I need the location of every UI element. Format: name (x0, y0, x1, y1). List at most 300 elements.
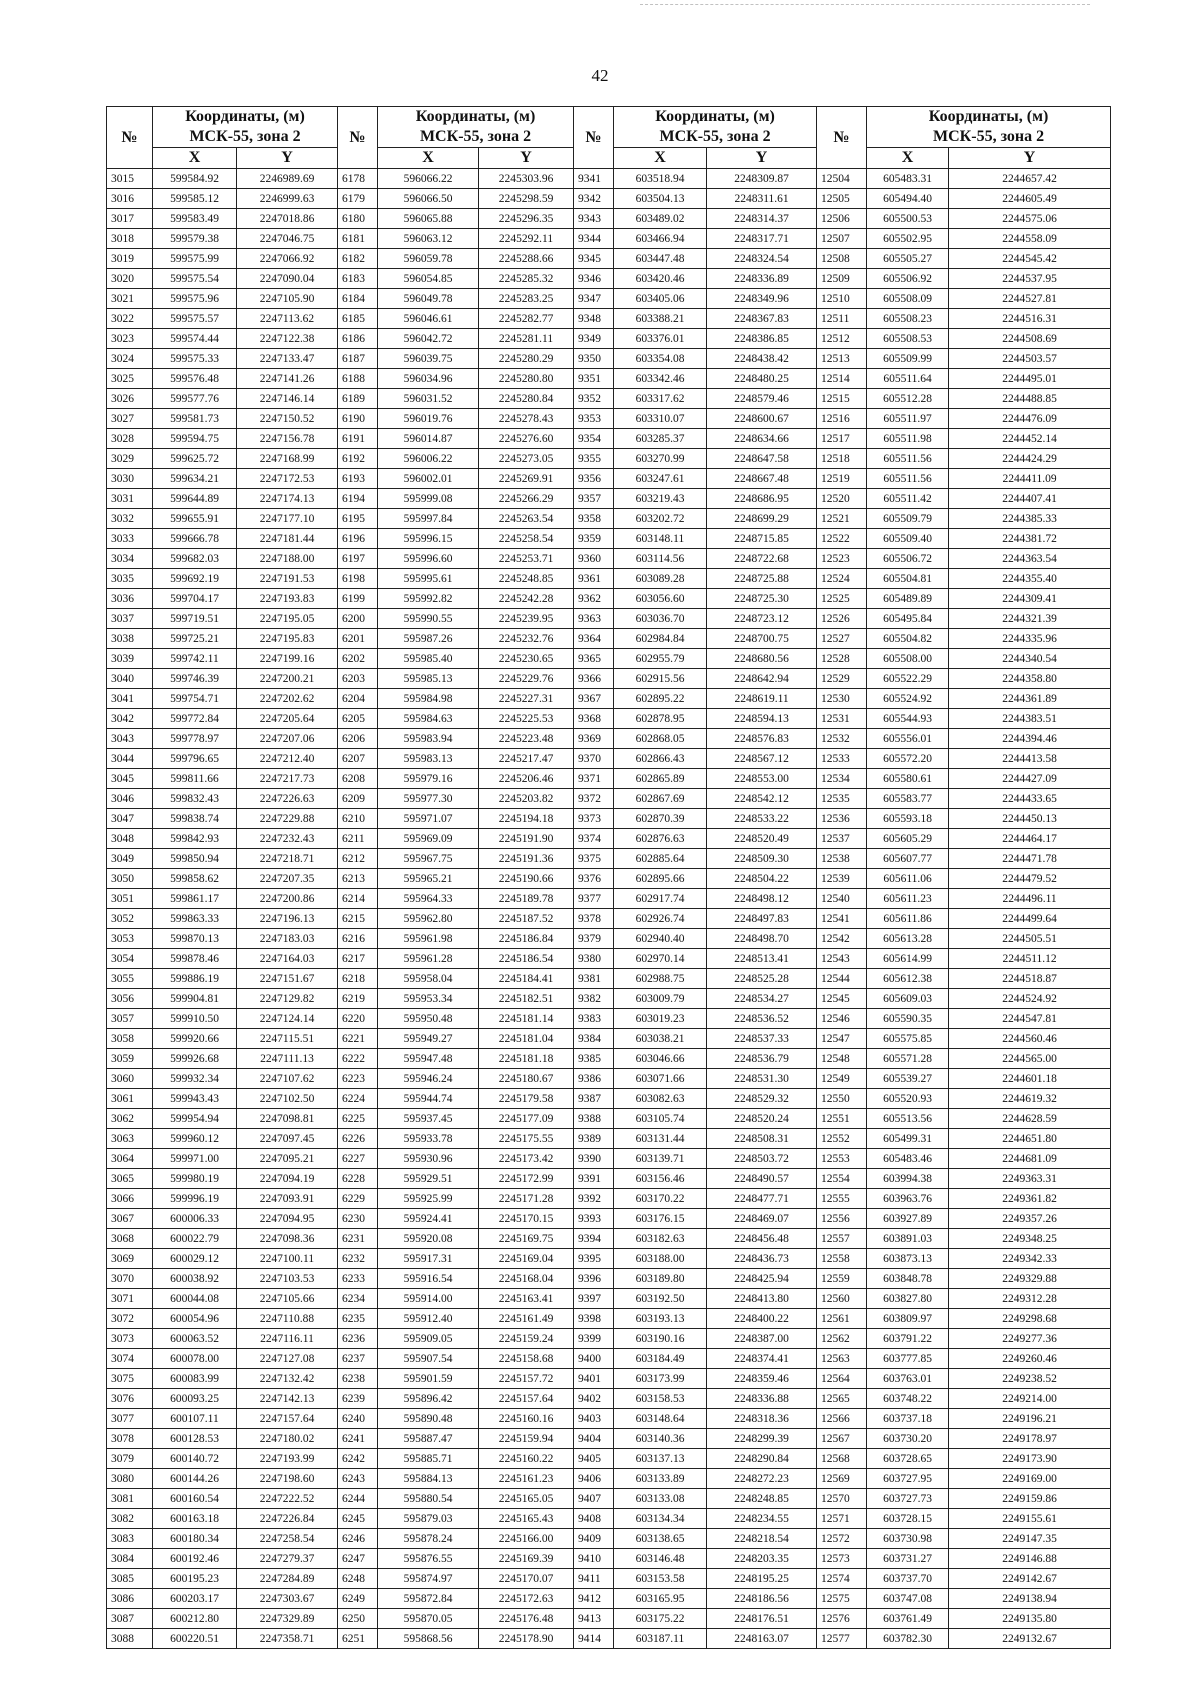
coord-x-cell: 596042.72 (378, 329, 479, 349)
point-number-cell: 12543 (817, 949, 867, 969)
coord-y-cell: 2245206.46 (479, 769, 574, 789)
point-number-cell: 12542 (817, 929, 867, 949)
coord-x-cell: 603134.34 (614, 1509, 707, 1529)
coord-x-cell: 595884.13 (378, 1469, 479, 1489)
point-number-cell: 3037 (107, 609, 153, 629)
point-number-cell: 9361 (574, 569, 614, 589)
coord-x-cell: 599583.49 (153, 209, 237, 229)
coord-y-cell: 2249147.35 (949, 1529, 1111, 1549)
point-number-cell: 3071 (107, 1289, 153, 1309)
point-number-cell: 9386 (574, 1069, 614, 1089)
point-number-cell: 12531 (817, 709, 867, 729)
point-number-cell: 12513 (817, 349, 867, 369)
point-number-cell: 12530 (817, 689, 867, 709)
coord-y-cell: 2245177.09 (479, 1109, 574, 1129)
point-number-cell: 12544 (817, 969, 867, 989)
coord-y-cell: 2245159.24 (479, 1329, 574, 1349)
coord-x-cell: 603187.11 (614, 1629, 707, 1649)
coord-x-cell: 602878.95 (614, 709, 707, 729)
coord-y-cell: 2245175.55 (479, 1129, 574, 1149)
coord-y-cell: 2244503.57 (949, 349, 1111, 369)
coord-y-cell: 2249146.88 (949, 1549, 1111, 1569)
point-number-cell: 6234 (338, 1289, 378, 1309)
coord-y-cell: 2248218.54 (707, 1529, 817, 1549)
table-row (107, 949, 1111, 969)
coord-y-cell: 2244383.51 (949, 709, 1111, 729)
coord-x-cell: 603170.22 (614, 1189, 707, 1209)
point-number-cell: 12532 (817, 729, 867, 749)
coord-y-cell: 2247177.10 (237, 509, 338, 529)
coord-y-cell: 2245282.77 (479, 309, 574, 329)
coord-y-cell: 2248647.58 (707, 449, 817, 469)
point-number-cell: 12511 (817, 309, 867, 329)
coord-y-cell: 2248490.57 (707, 1169, 817, 1189)
coord-x-cell: 603504.13 (614, 189, 707, 209)
point-number-cell: 6222 (338, 1049, 378, 1069)
coord-x-cell: 603184.49 (614, 1349, 707, 1369)
coord-y-cell: 2244516.31 (949, 309, 1111, 329)
coord-x-cell: 605539.27 (867, 1069, 949, 1089)
coord-x-cell: 602940.40 (614, 929, 707, 949)
coord-x-cell: 603176.15 (614, 1209, 707, 1229)
coord-x-cell: 603105.74 (614, 1109, 707, 1129)
coord-x-cell: 603489.02 (614, 209, 707, 229)
coord-y-cell: 2244452.14 (949, 429, 1111, 449)
point-number-cell: 6201 (338, 629, 378, 649)
coord-y-cell: 2248700.75 (707, 629, 817, 649)
point-number-cell: 9342 (574, 189, 614, 209)
point-number-cell: 9407 (574, 1489, 614, 1509)
table-row (107, 769, 1111, 789)
point-number-cell: 12552 (817, 1129, 867, 1149)
coord-y-cell: 2245280.80 (479, 369, 574, 389)
coord-y-cell: 2244450.13 (949, 809, 1111, 829)
coord-y-cell: 2245227.31 (479, 689, 574, 709)
coord-y-cell: 2244358.80 (949, 669, 1111, 689)
point-number-cell: 6226 (338, 1129, 378, 1149)
point-number-cell: 6182 (338, 249, 378, 269)
coord-x-cell: 603038.21 (614, 1029, 707, 1049)
coord-y-cell: 2248533.22 (707, 809, 817, 829)
point-number-cell: 9344 (574, 229, 614, 249)
point-number-cell: 12568 (817, 1449, 867, 1469)
point-number-cell: 6220 (338, 1009, 378, 1029)
coord-y-cell: 2247066.92 (237, 249, 338, 269)
point-number-cell: 6214 (338, 889, 378, 909)
point-number-cell: 3043 (107, 729, 153, 749)
coord-x-cell: 603089.28 (614, 569, 707, 589)
coord-y-cell: 2245276.60 (479, 429, 574, 449)
table-row (107, 1169, 1111, 1189)
coord-y-cell: 2244511.12 (949, 949, 1111, 969)
coord-y-cell: 2244309.41 (949, 589, 1111, 609)
point-number-cell: 9414 (574, 1629, 614, 1649)
point-number-cell: 9368 (574, 709, 614, 729)
table-row (107, 1429, 1111, 1449)
table-row (107, 909, 1111, 929)
coord-x-cell: 602867.69 (614, 789, 707, 809)
coord-x-cell: 596039.75 (378, 349, 479, 369)
coord-y-cell: 2248497.83 (707, 909, 817, 929)
table-row (107, 869, 1111, 889)
point-number-cell: 9346 (574, 269, 614, 289)
coord-x-cell: 595944.74 (378, 1089, 479, 1109)
coord-y-cell: 2247196.13 (237, 909, 338, 929)
point-number-cell: 12576 (817, 1609, 867, 1629)
point-number-cell: 9343 (574, 209, 614, 229)
table-row (107, 1469, 1111, 1489)
table-row (107, 609, 1111, 629)
coord-x-cell: 600212.80 (153, 1609, 237, 1629)
coord-x-cell: 595961.98 (378, 929, 479, 949)
point-number-cell: 12528 (817, 649, 867, 669)
column-header-number: № (574, 107, 614, 169)
point-number-cell: 3082 (107, 1509, 153, 1529)
point-number-cell: 6202 (338, 649, 378, 669)
coord-y-cell: 2247205.64 (237, 709, 338, 729)
coord-y-cell: 2248480.25 (707, 369, 817, 389)
coord-x-cell: 600038.92 (153, 1269, 237, 1289)
table-row (107, 1529, 1111, 1549)
point-number-cell: 6180 (338, 209, 378, 229)
table-row (107, 469, 1111, 489)
coord-y-cell: 2248438.42 (707, 349, 817, 369)
point-number-cell: 12534 (817, 769, 867, 789)
coord-x-cell: 603175.22 (614, 1609, 707, 1629)
table-row (107, 1449, 1111, 1469)
coord-y-cell: 2248536.79 (707, 1049, 817, 1069)
column-header-y: Y (237, 148, 338, 169)
point-number-cell: 12533 (817, 749, 867, 769)
coord-x-cell: 595983.94 (378, 729, 479, 749)
coord-x-cell: 605502.95 (867, 229, 949, 249)
coord-x-cell: 595969.09 (378, 829, 479, 849)
coord-y-cell: 2244495.01 (949, 369, 1111, 389)
coord-x-cell: 599971.00 (153, 1149, 237, 1169)
coord-y-cell: 2248536.52 (707, 1009, 817, 1029)
point-number-cell: 6208 (338, 769, 378, 789)
coord-x-cell: 596034.96 (378, 369, 479, 389)
point-number-cell: 9406 (574, 1469, 614, 1489)
point-number-cell: 12553 (817, 1149, 867, 1169)
coord-x-cell: 605571.28 (867, 1049, 949, 1069)
point-number-cell: 3023 (107, 329, 153, 349)
coord-y-cell: 2244321.39 (949, 609, 1111, 629)
coord-x-cell: 605522.29 (867, 669, 949, 689)
coord-y-cell: 2244479.52 (949, 869, 1111, 889)
coord-y-cell: 2244411.09 (949, 469, 1111, 489)
coord-y-cell: 2248299.39 (707, 1429, 817, 1449)
coord-x-cell: 602984.84 (614, 629, 707, 649)
coord-y-cell: 2247102.50 (237, 1089, 338, 1109)
point-number-cell: 3035 (107, 569, 153, 589)
point-number-cell: 9372 (574, 789, 614, 809)
coord-y-cell: 2247105.90 (237, 289, 338, 309)
coord-x-cell: 595937.45 (378, 1109, 479, 1129)
point-number-cell: 3050 (107, 869, 153, 889)
coord-y-cell: 2247116.11 (237, 1329, 338, 1349)
point-number-cell: 3038 (107, 629, 153, 649)
point-number-cell: 12574 (817, 1569, 867, 1589)
point-number-cell: 9413 (574, 1609, 614, 1629)
point-number-cell: 3029 (107, 449, 153, 469)
table-row (107, 549, 1111, 569)
point-number-cell: 3064 (107, 1149, 153, 1169)
coord-x-cell: 605614.99 (867, 949, 949, 969)
coord-y-cell: 2245184.41 (479, 969, 574, 989)
coord-y-cell: 2247124.14 (237, 1009, 338, 1029)
table-row (107, 189, 1111, 209)
point-number-cell: 12520 (817, 489, 867, 509)
coord-y-cell: 2247046.75 (237, 229, 338, 249)
coord-x-cell: 595920.08 (378, 1229, 479, 1249)
coord-x-cell: 603193.13 (614, 1309, 707, 1329)
coord-y-cell: 2244547.81 (949, 1009, 1111, 1029)
scan-top-edge-line (640, 4, 1090, 8)
coord-x-cell: 600054.96 (153, 1309, 237, 1329)
coord-y-cell: 2248203.35 (707, 1549, 817, 1569)
coord-x-cell: 602970.14 (614, 949, 707, 969)
coord-y-cell: 2247358.71 (237, 1629, 338, 1649)
point-number-cell: 9352 (574, 389, 614, 409)
coord-y-cell: 2247172.53 (237, 469, 338, 489)
coord-x-cell: 599904.81 (153, 989, 237, 1009)
coord-x-cell: 603737.18 (867, 1409, 949, 1429)
point-number-cell: 12514 (817, 369, 867, 389)
coord-y-cell: 2244488.85 (949, 389, 1111, 409)
table-row (107, 1069, 1111, 1089)
coord-y-cell: 2245186.84 (479, 929, 574, 949)
table-row (107, 789, 1111, 809)
coord-y-cell: 2245223.48 (479, 729, 574, 749)
point-number-cell: 3047 (107, 809, 153, 829)
coord-y-cell: 2244565.00 (949, 1049, 1111, 1069)
coord-y-cell: 2245181.14 (479, 1009, 574, 1029)
point-number-cell: 3055 (107, 969, 153, 989)
coord-x-cell: 603447.48 (614, 249, 707, 269)
coord-y-cell: 2248504.22 (707, 869, 817, 889)
point-number-cell: 6193 (338, 469, 378, 489)
coord-y-cell: 2247095.21 (237, 1149, 338, 1169)
coord-x-cell: 603405.06 (614, 289, 707, 309)
table-row (107, 1609, 1111, 1629)
coord-x-cell: 595984.98 (378, 689, 479, 709)
coord-x-cell: 595996.60 (378, 549, 479, 569)
coord-x-cell: 603728.15 (867, 1509, 949, 1529)
column-header-x: X (378, 148, 479, 169)
coord-y-cell: 2248600.67 (707, 409, 817, 429)
coord-x-cell: 603056.60 (614, 589, 707, 609)
coord-y-cell: 2248359.46 (707, 1369, 817, 1389)
point-number-cell: 12524 (817, 569, 867, 589)
coord-y-cell: 2244427.09 (949, 769, 1111, 789)
coord-x-cell: 599778.97 (153, 729, 237, 749)
point-number-cell: 12515 (817, 389, 867, 409)
coord-y-cell: 2245253.71 (479, 549, 574, 569)
coord-y-cell: 2245258.54 (479, 529, 574, 549)
coord-x-cell: 596065.88 (378, 209, 479, 229)
point-number-cell: 6191 (338, 429, 378, 449)
coord-x-cell: 595953.34 (378, 989, 479, 1009)
point-number-cell: 6203 (338, 669, 378, 689)
coord-x-cell: 595958.04 (378, 969, 479, 989)
coord-x-cell: 605504.81 (867, 569, 949, 589)
coord-x-cell: 603747.08 (867, 1589, 949, 1609)
coord-y-cell: 2248715.85 (707, 529, 817, 549)
point-number-cell: 12548 (817, 1049, 867, 1069)
coord-x-cell: 599832.43 (153, 789, 237, 809)
coord-y-cell: 2245169.39 (479, 1549, 574, 1569)
coord-x-cell: 596006.22 (378, 449, 479, 469)
coord-x-cell: 603730.98 (867, 1529, 949, 1549)
coord-y-cell: 2245181.18 (479, 1049, 574, 1069)
coord-y-cell: 2247107.62 (237, 1069, 338, 1089)
coord-x-cell: 605511.98 (867, 429, 949, 449)
coord-y-cell: 2248336.89 (707, 269, 817, 289)
coord-y-cell: 2245292.11 (479, 229, 574, 249)
column-header-y: Y (949, 148, 1111, 169)
coord-x-cell: 603146.48 (614, 1549, 707, 1569)
point-number-cell: 3063 (107, 1129, 153, 1149)
coord-x-cell: 595965.21 (378, 869, 479, 889)
point-number-cell: 6249 (338, 1589, 378, 1609)
point-number-cell: 6218 (338, 969, 378, 989)
coord-x-cell: 595880.54 (378, 1489, 479, 1509)
table-row (107, 209, 1111, 229)
coord-y-cell: 2247183.03 (237, 929, 338, 949)
coord-x-cell: 599954.94 (153, 1109, 237, 1129)
coord-y-cell: 2245280.84 (479, 389, 574, 409)
coord-x-cell: 602876.63 (614, 829, 707, 849)
coord-x-cell: 605607.77 (867, 849, 949, 869)
point-number-cell: 6228 (338, 1169, 378, 1189)
point-number-cell: 3084 (107, 1549, 153, 1569)
coord-x-cell: 595925.99 (378, 1189, 479, 1209)
coord-x-cell: 595901.59 (378, 1369, 479, 1389)
coord-x-cell: 595916.54 (378, 1269, 479, 1289)
point-number-cell: 6178 (338, 169, 378, 189)
point-number-cell: 12509 (817, 269, 867, 289)
point-number-cell: 12525 (817, 589, 867, 609)
coord-y-cell: 2248367.83 (707, 309, 817, 329)
coord-y-cell: 2245160.22 (479, 1449, 574, 1469)
coord-y-cell: 2248567.12 (707, 749, 817, 769)
point-number-cell: 6219 (338, 989, 378, 1009)
coord-y-cell: 2247098.36 (237, 1229, 338, 1249)
coord-x-cell: 605511.56 (867, 469, 949, 489)
table-row (107, 409, 1111, 429)
coord-y-cell: 2248725.88 (707, 569, 817, 589)
point-number-cell: 12556 (817, 1209, 867, 1229)
coord-y-cell: 2248529.32 (707, 1089, 817, 1109)
coord-x-cell: 602926.74 (614, 909, 707, 929)
coord-x-cell: 600107.11 (153, 1409, 237, 1429)
coord-x-cell: 595914.00 (378, 1289, 479, 1309)
coord-y-cell: 2248619.11 (707, 689, 817, 709)
point-number-cell: 9357 (574, 489, 614, 509)
coord-x-cell: 595912.40 (378, 1309, 479, 1329)
coord-x-cell: 603219.43 (614, 489, 707, 509)
coord-y-cell: 2247212.40 (237, 749, 338, 769)
coord-x-cell: 605506.92 (867, 269, 949, 289)
coord-x-cell: 595985.40 (378, 649, 479, 669)
point-number-cell: 3031 (107, 489, 153, 509)
coord-y-cell: 2245281.11 (479, 329, 574, 349)
point-number-cell: 12550 (817, 1089, 867, 1109)
point-number-cell: 6247 (338, 1549, 378, 1569)
coord-y-cell: 2248531.30 (707, 1069, 817, 1089)
point-number-cell: 12567 (817, 1429, 867, 1449)
point-number-cell: 9383 (574, 1009, 614, 1029)
point-number-cell: 3088 (107, 1629, 153, 1649)
coord-y-cell: 2249159.86 (949, 1489, 1111, 1509)
point-number-cell: 9396 (574, 1269, 614, 1289)
coord-x-cell: 603388.21 (614, 309, 707, 329)
coord-x-cell: 600160.54 (153, 1489, 237, 1509)
coord-x-cell: 603994.38 (867, 1169, 949, 1189)
coord-x-cell: 595961.28 (378, 949, 479, 969)
point-number-cell: 3041 (107, 689, 153, 709)
coord-y-cell: 2245182.51 (479, 989, 574, 1009)
point-number-cell: 9387 (574, 1089, 614, 1109)
point-number-cell: 12575 (817, 1589, 867, 1609)
coord-y-cell: 2248725.30 (707, 589, 817, 609)
coord-x-cell: 600093.25 (153, 1389, 237, 1409)
coord-y-cell: 2247142.13 (237, 1389, 338, 1409)
coord-y-cell: 2247258.54 (237, 1529, 338, 1549)
coord-y-cell: 2247226.63 (237, 789, 338, 809)
coord-x-cell: 595962.80 (378, 909, 479, 929)
coord-y-cell: 2249132.67 (949, 1629, 1111, 1649)
point-number-cell: 12554 (817, 1169, 867, 1189)
coord-y-cell: 2244681.09 (949, 1149, 1111, 1169)
column-header-coordinates: Координаты, (м) МСК-55, зона 2 (378, 107, 574, 148)
coord-y-cell: 2246989.69 (237, 169, 338, 189)
point-number-cell: 12540 (817, 889, 867, 909)
coord-y-cell: 2247181.44 (237, 529, 338, 549)
coord-x-cell: 603140.36 (614, 1429, 707, 1449)
coord-y-cell: 2245159.94 (479, 1429, 574, 1449)
point-number-cell: 9353 (574, 409, 614, 429)
coord-x-cell: 599576.48 (153, 369, 237, 389)
coord-y-cell: 2249173.90 (949, 1449, 1111, 1469)
coord-x-cell: 603342.46 (614, 369, 707, 389)
point-number-cell: 9354 (574, 429, 614, 449)
coord-x-cell: 595979.16 (378, 769, 479, 789)
coord-y-cell: 2247141.26 (237, 369, 338, 389)
coord-y-cell: 2244657.42 (949, 169, 1111, 189)
coord-x-cell: 599634.21 (153, 469, 237, 489)
coord-y-cell: 2248699.29 (707, 509, 817, 529)
table-row (107, 889, 1111, 909)
point-number-cell: 9395 (574, 1249, 614, 1269)
coord-x-cell: 600195.23 (153, 1569, 237, 1589)
coord-y-cell: 2248525.28 (707, 969, 817, 989)
table-row (107, 1309, 1111, 1329)
point-number-cell: 3067 (107, 1209, 153, 1229)
coord-y-cell: 2244628.59 (949, 1109, 1111, 1129)
point-number-cell: 12521 (817, 509, 867, 529)
coord-y-cell: 2245176.48 (479, 1609, 574, 1629)
coord-x-cell: 595947.48 (378, 1049, 479, 1069)
coord-x-cell: 603782.30 (867, 1629, 949, 1649)
point-number-cell: 6224 (338, 1089, 378, 1109)
point-number-cell: 12519 (817, 469, 867, 489)
coord-y-cell: 2247157.64 (237, 1409, 338, 1429)
coord-x-cell: 605544.93 (867, 709, 949, 729)
coord-y-cell: 2245191.36 (479, 849, 574, 869)
point-number-cell: 6212 (338, 849, 378, 869)
